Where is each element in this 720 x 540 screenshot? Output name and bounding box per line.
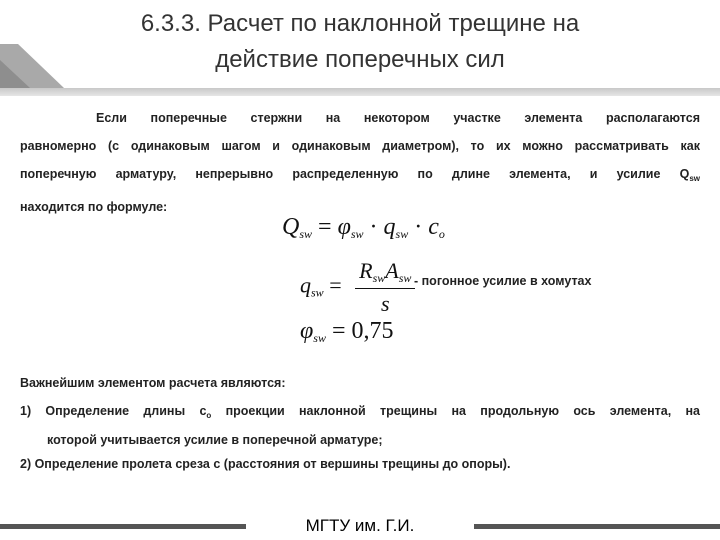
f1-dot2: ·: [414, 214, 423, 240]
f3-phi: φ: [300, 318, 314, 344]
f1-q: q: [383, 214, 396, 240]
f2-A-sub: sw: [398, 271, 412, 285]
f1-Q: Q: [282, 214, 300, 240]
formula2-note: - погонное усилие в хомутах: [414, 274, 592, 288]
formula-phi-sw: [300, 318, 394, 346]
list-item-2: 2) Определение пролета среза c (расстояния от вершины трещины до опоры).: [20, 457, 511, 471]
title-line-1: 6.3.3. Расчет по наклонной трещине на: [140, 10, 580, 37]
f1-phi-sub: sw: [350, 227, 364, 241]
f1-eq: =: [318, 214, 332, 240]
formula-q-sw: [300, 258, 415, 317]
title-line-2: действие поперечных сил: [215, 46, 505, 73]
intro-line-2: равномерно (с одинаковым шагом и одинаковым диаметром), то их можно рассматривать как: [20, 139, 700, 153]
f1-Q-sub: sw: [299, 227, 313, 241]
f2-eq: =: [329, 272, 342, 298]
intro-line-3: [20, 160, 700, 193]
intro-line-3-sub: sw: [689, 174, 700, 183]
f2-R-sub: sw: [372, 271, 386, 285]
f2-denominator: s: [380, 291, 390, 316]
f2-A: A: [385, 258, 399, 283]
f1-c: c: [428, 214, 439, 240]
f2-q-sub: sw: [311, 285, 324, 300]
footer-text: МГТУ им. Г.И.: [305, 516, 415, 535]
list-item-1: [20, 399, 700, 428]
intro-paragraph: [20, 104, 700, 221]
f3-eq: =: [331, 318, 346, 344]
f1-c-sub: o: [438, 227, 445, 241]
intro-line-3-text: поперечную арматуру, непрерывно распределенную по длине элемента, и усилие Q: [20, 167, 690, 181]
footer-bar-right: [474, 524, 720, 529]
footer-bar-left: [0, 524, 246, 529]
f2-q: q: [300, 272, 311, 298]
f2-numerator: [355, 258, 415, 289]
f3-phi-sub: sw: [313, 331, 326, 345]
intro-line-1: Если поперечные стержни на некотором участке элемента располагаются: [96, 111, 700, 125]
f2-R: R: [359, 258, 373, 283]
list-item-1-sub: o: [206, 411, 212, 420]
corner-decoration: [0, 0, 90, 90]
f1-phi: φ: [337, 214, 351, 240]
list-item-1-b: проекции наклонной трещины на продольную ось элемента, на: [211, 404, 700, 418]
f1-q-sub: sw: [395, 227, 409, 241]
numbered-list: [20, 399, 700, 476]
important-heading: Важнейшим элементом расчета являются:: [20, 376, 286, 390]
page-title: [80, 6, 640, 78]
list-item-1-a: 1) Определение длины c: [20, 404, 207, 418]
header-divider: [0, 88, 720, 96]
intro-line-4: находится по формуле:: [20, 200, 168, 214]
f2-fraction: [355, 258, 415, 317]
formula-qsw: [282, 214, 445, 242]
f3-value: 0,75: [351, 318, 394, 344]
list-item-1-continuation: которой учитывается усилие в поперечной арматуре;: [47, 433, 383, 447]
f1-dot1: ·: [369, 214, 378, 240]
